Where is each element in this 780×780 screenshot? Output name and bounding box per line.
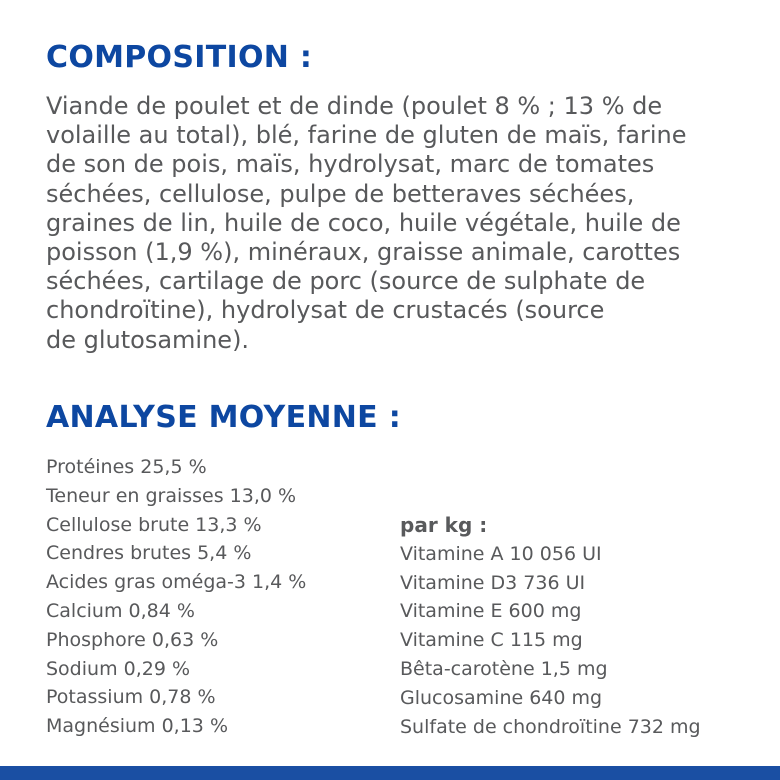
analysis-item: Phosphore 0,63 % [46, 628, 219, 651]
vitamin-item: Vitamine E 600 mg [400, 600, 582, 623]
analysis-list-percent [46, 453, 306, 741]
vitamin-item: Sulfate de chondroïtine 732 mg [400, 715, 701, 738]
analysis-item: Magnésium 0,13 % [46, 715, 228, 738]
analysis-item: Sodium 0,29 % [46, 657, 191, 680]
vitamin-item: Vitamine A 10 056 UI [400, 542, 602, 565]
vitamin-item: Bêta-carotène 1,5 mg [400, 657, 608, 680]
analysis-item: Potassium 0,78 % [46, 686, 216, 709]
footer-color-bar [0, 766, 780, 780]
analysis-item: Teneur en graisses 13,0 % [46, 484, 297, 507]
composition-line: Viande de poulet et de dinde (poulet 8 % ; 13 % de [46, 92, 663, 120]
analysis-item: Cellulose brute 13,3 % [46, 513, 262, 536]
vitamin-item: Glucosamine 640 mg [400, 686, 603, 709]
analysis-item: Acides gras oméga-3 1,4 % [46, 571, 307, 594]
composition-line: graines de lin, huile de coco, huile végétale, huile de [46, 208, 681, 237]
composition-text [46, 92, 766, 355]
composition-line: poisson (1,9 %), minéraux, graisse animale, carottes [46, 238, 681, 267]
composition-heading: COMPOSITION : [46, 40, 313, 75]
composition-line: de glutosamine). [46, 325, 250, 354]
composition-line: volaille au total), blé, farine de gluten de maïs, farine [46, 121, 687, 150]
composition-line: séchées, cellulose, pulpe de betteraves séchées, [46, 179, 635, 208]
analysis-item: Cendres brutes 5,4 % [46, 542, 252, 565]
composition-line: chondroïtine), hydrolysat de crustacés (source [46, 296, 605, 325]
composition-line: séchées, cartilage de porc (source de sulphate de [46, 267, 646, 296]
analysis-item: Calcium 0,84 % [46, 599, 195, 622]
analysis-heading: ANALYSE MOYENNE : [46, 400, 402, 435]
vitamin-item: Vitamine C 115 mg [400, 629, 583, 652]
analysis-item: Protéines 25,5 % [46, 456, 207, 478]
vitamin-item: Vitamine D3 736 UI [400, 571, 586, 594]
per-kg-subheading: par kg : [400, 513, 488, 537]
analysis-list-per-kg [400, 511, 701, 741]
composition-line: de son de pois, maïs, hydrolysat, marc de tomates [46, 150, 655, 179]
